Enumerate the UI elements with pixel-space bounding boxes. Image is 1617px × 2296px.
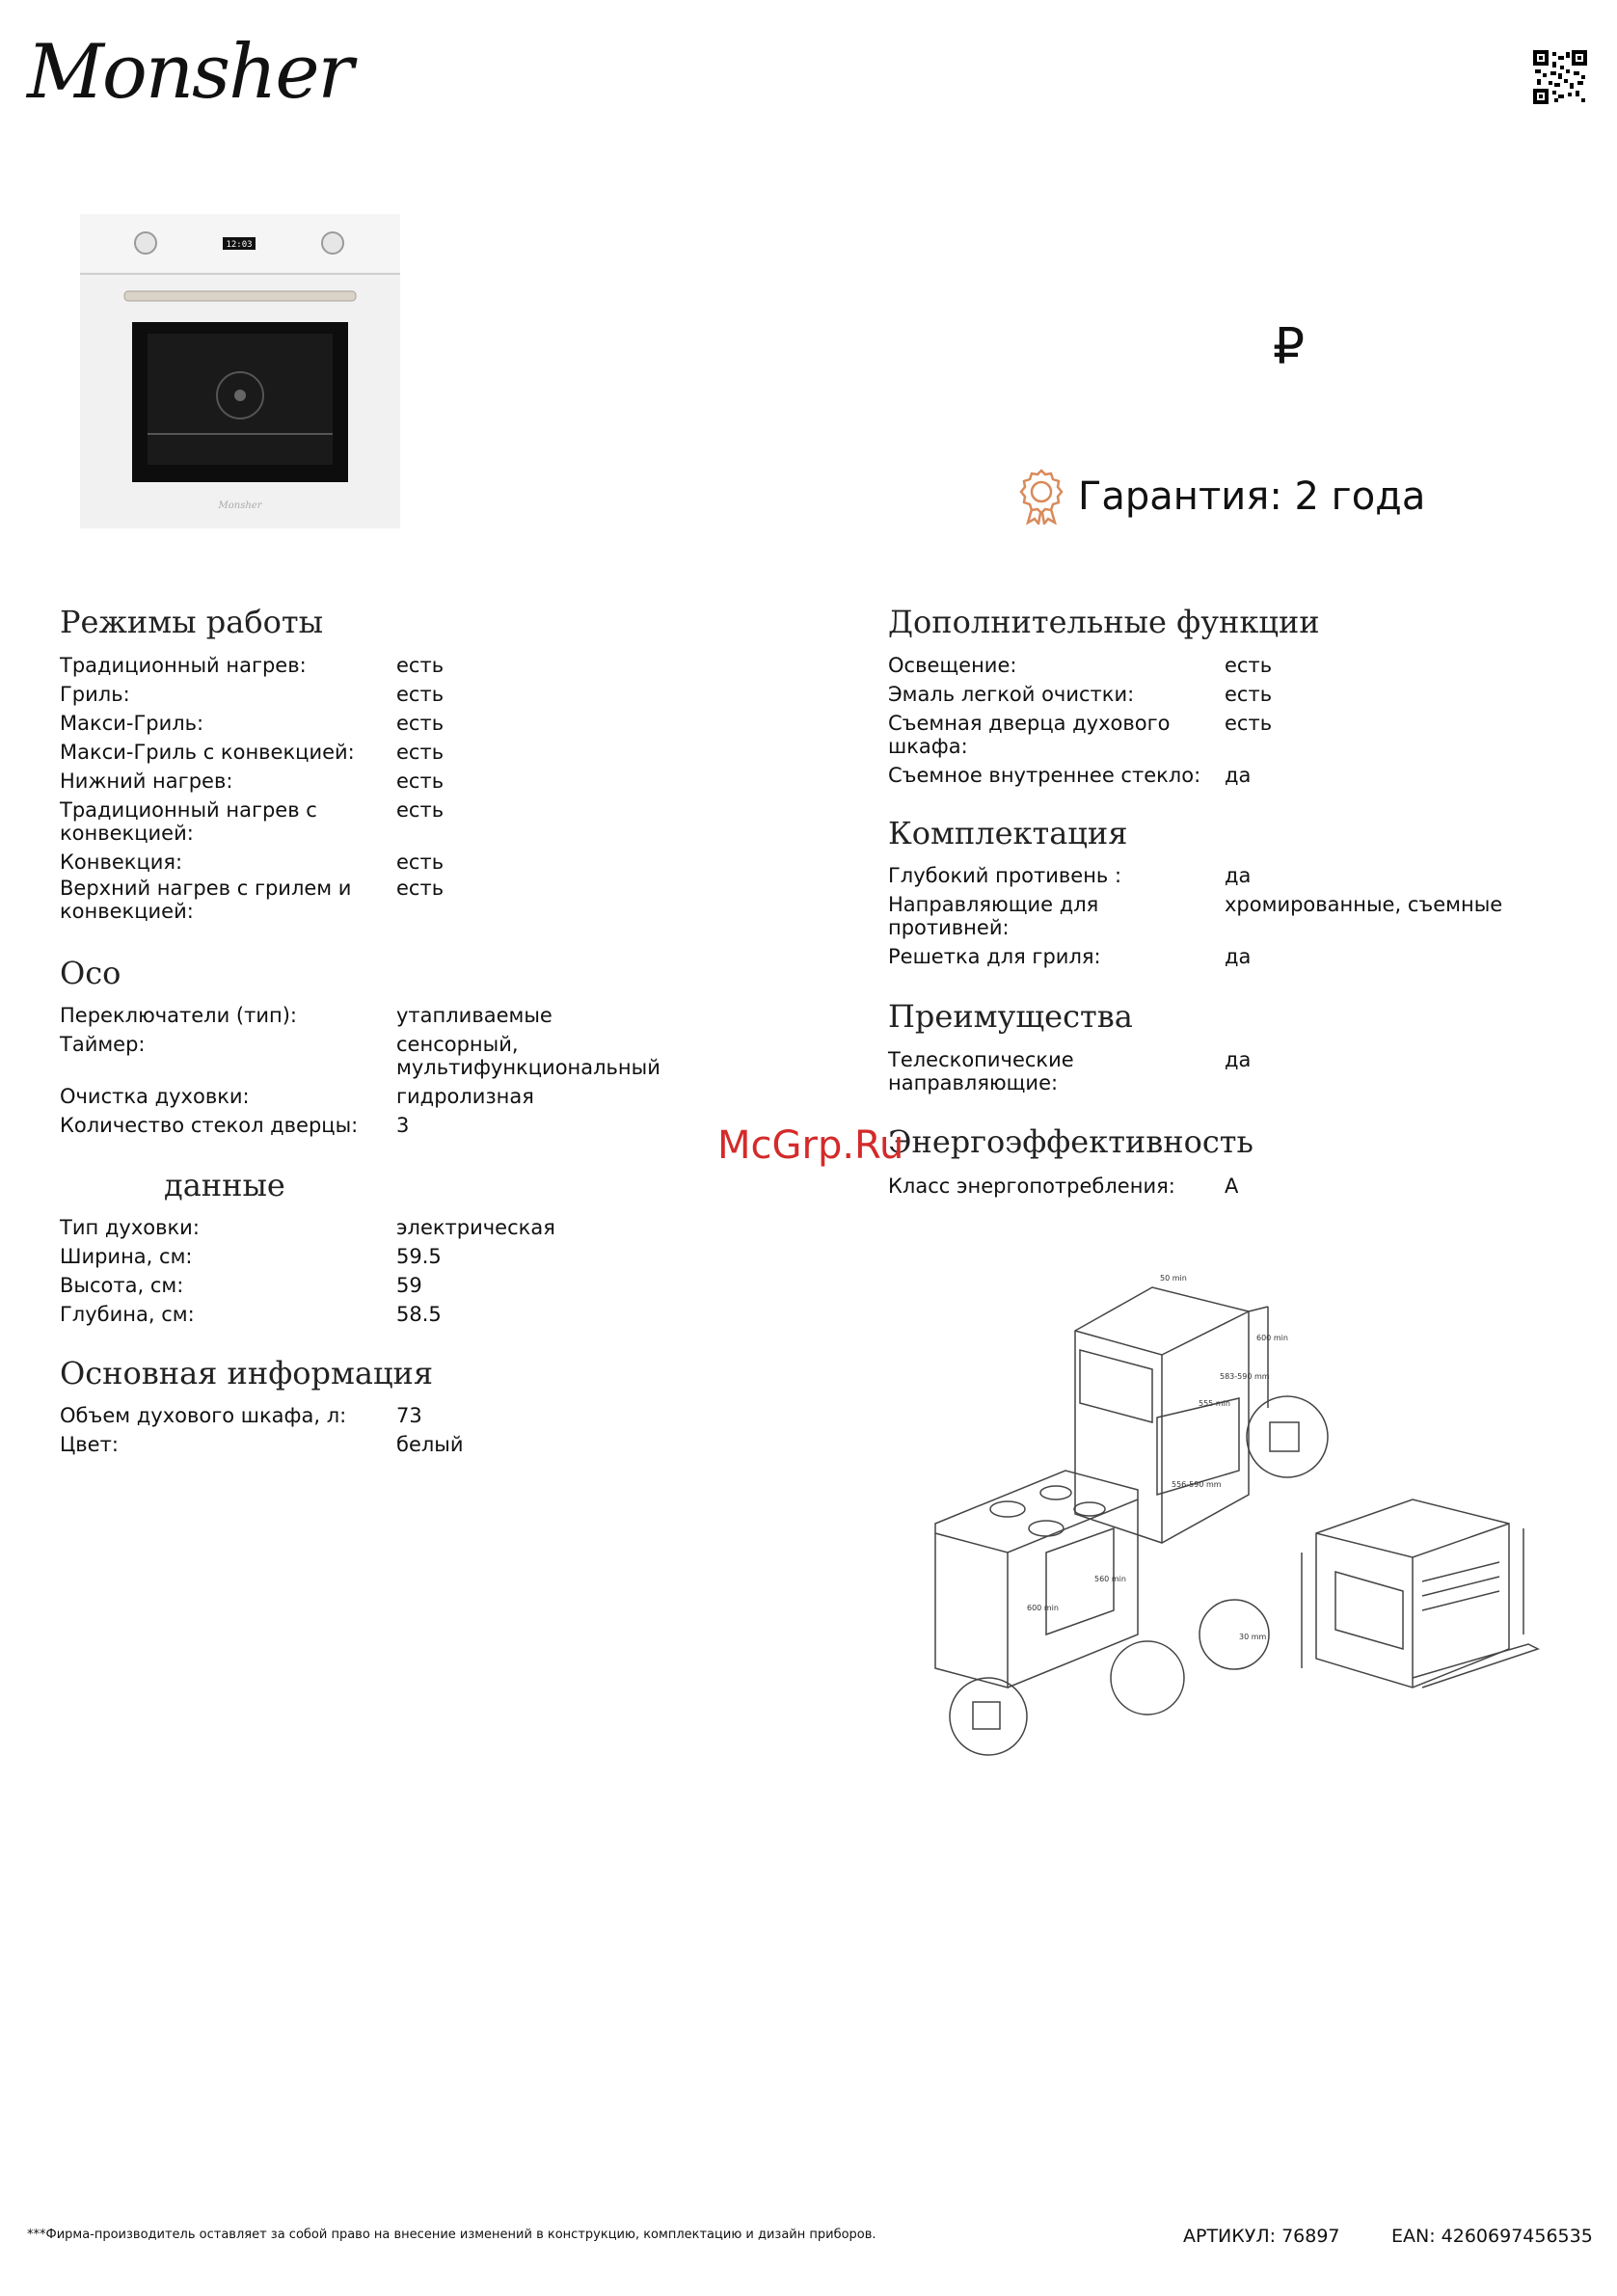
dim-label: 555 min [1199,1399,1230,1408]
spec-row [888,864,1572,893]
oven-product-image [80,214,400,528]
spec-value: электрическая [396,1216,555,1239]
spec-table-main-info [60,1404,705,1462]
spec-row [60,770,705,798]
spec-row [888,683,1533,712]
article-number [1183,2226,1340,2247]
spec-value: да [1225,1048,1252,1071]
dim-label: 600 min [1256,1334,1288,1342]
spec-label: Очистка духовки: [60,1085,250,1108]
spec-table-advantages [888,1048,1533,1100]
warranty-badge [1018,469,1425,525]
spec-label: Объем духового шкафа, л: [60,1404,347,1427]
spec-label: Тип духовки: [60,1216,200,1239]
spec-value: гидролизная [396,1085,534,1108]
spec-label: Макси-Гриль: [60,712,204,735]
spec-label: Ширина, см: [60,1245,193,1268]
spec-table-tech-data [60,1216,705,1332]
spec-row [60,712,705,741]
section-title-features: Осо [60,955,121,991]
spec-row [60,683,705,712]
spec-value: 59.5 [396,1245,442,1268]
spec-row [60,877,705,929]
spec-label: Цвет: [60,1433,119,1456]
spec-value: есть [396,654,445,677]
spec-value: есть [1225,654,1273,677]
ean-label: EAN: [1391,2226,1436,2247]
spec-value: есть [396,877,445,900]
brand-logo: Monsher [27,29,352,116]
spec-value: есть [1225,712,1273,735]
spec-label: Таймер: [60,1033,146,1056]
dim-label: 30 mm [1239,1633,1267,1641]
spec-value: есть [396,851,445,874]
installation-diagram [930,1263,1548,1765]
spec-label: Телескопические направляющие: [888,1048,1074,1094]
price-currency: ₽ [1273,318,1306,376]
spec-value: есть [1225,683,1273,706]
spec-label: Количество стекол дверцы: [60,1114,359,1137]
spec-table-package [888,864,1572,974]
article-value: 76897 [1281,2226,1340,2247]
spec-label: Класс энергопотребления: [888,1175,1175,1198]
spec-row [888,893,1572,945]
spec-value: есть [396,798,445,822]
dim-label: 583-590 mm [1220,1372,1270,1381]
spec-value: да [1225,764,1252,787]
section-title-tech-data: данные [164,1167,285,1203]
award-ribbon-icon [1018,469,1065,525]
spec-row [60,1085,705,1114]
dim-label: 560 min [1094,1575,1126,1583]
spec-value: есть [396,683,445,706]
spec-table-extra-functions [888,654,1533,793]
spec-row [60,798,705,851]
spec-label: Съемное внутреннее стекло: [888,764,1201,787]
spec-row [60,1404,705,1433]
spec-row [60,1303,705,1332]
dim-label: 50 min [1160,1274,1187,1283]
spec-value: есть [396,712,445,735]
spec-value: да [1225,864,1252,887]
dim-label: 600 min [1027,1604,1059,1612]
spec-label: Глубокий противень : [888,864,1122,887]
spec-value: A [1225,1175,1239,1198]
spec-label: Нижний нагрев: [60,770,233,793]
oven-display-text: 12:03 [226,240,253,250]
spec-row [60,1114,705,1143]
section-title-extra-functions: Дополнительные функции [888,604,1320,640]
spec-label: Освещение: [888,654,1017,677]
spec-value: да [1225,945,1252,968]
watermark-text: McGrp.Ru [717,1123,904,1168]
spec-table-modes [60,654,705,929]
spec-row [888,764,1533,793]
spec-value: есть [396,770,445,793]
spec-row [60,851,705,877]
spec-value: сенсорный, мультифункциональный [396,1033,660,1079]
spec-row [888,1175,1533,1203]
article-label: АРТИКУЛ: [1183,2226,1277,2247]
spec-row [60,1033,705,1085]
spec-row [60,1216,705,1245]
spec-label: Переключатели (тип): [60,1004,297,1027]
spec-row [60,654,705,683]
spec-value: хромированные, съемные [1225,893,1503,916]
spec-label: Съемная дверца духового шкафа: [888,712,1171,758]
spec-row [60,1004,705,1033]
spec-label: Конвекция: [60,851,183,874]
spec-label: Традиционный нагрев с конвекцией: [60,798,317,845]
spec-label: Эмаль легкой очистки: [888,683,1135,706]
spec-value: белый [396,1433,464,1456]
spec-row [888,1048,1533,1100]
spec-row [60,1274,705,1303]
section-title-main-info: Основная информация [60,1355,434,1391]
section-title-modes: Режимы работы [60,604,324,640]
spec-label: Высота, см: [60,1274,184,1297]
spec-label: Традиционный нагрев: [60,654,307,677]
spec-value: 59 [396,1274,422,1297]
spec-row [60,1245,705,1274]
section-title-package: Комплектация [888,815,1128,851]
footnote-disclaimer: ***Фирма-производитель оставляет за собой право на внесение изменений в конструкцию, комплектацию и дизайн приборов. [27,2228,876,2242]
spec-value: 73 [396,1404,422,1427]
spec-row [60,741,705,770]
spec-label: Верхний нагрев с грилем и конвекцией: [60,877,352,923]
section-title-energy: Энергоэффективность [888,1123,1253,1160]
spec-value: 58.5 [396,1303,442,1326]
spec-row [60,1433,705,1462]
spec-row [888,654,1533,683]
spec-label: Гриль: [60,683,130,706]
spec-label: Решетка для гриля: [888,945,1101,968]
spec-label: Макси-Гриль с конвекцией: [60,741,355,764]
section-title-advantages: Преимущества [888,998,1133,1035]
spec-value: утапливаемые [396,1004,552,1027]
warranty-text: Гарантия: 2 года [1078,474,1426,519]
ean-code [1391,2226,1593,2247]
dim-label: 556-590 mm [1172,1480,1222,1489]
spec-label: Направляющие для противней: [888,893,1099,939]
spec-row [888,945,1572,974]
spec-label: Глубина, см: [60,1303,195,1326]
spec-row [888,712,1533,764]
spec-value: есть [396,741,445,764]
spec-value: 3 [396,1114,410,1137]
spec-table-features [60,1004,705,1143]
ean-value: 4260697456535 [1441,2226,1593,2247]
oven-logo-text: Monsher [218,500,262,511]
qr-code-icon [1533,50,1587,104]
spec-table-energy [888,1175,1533,1203]
